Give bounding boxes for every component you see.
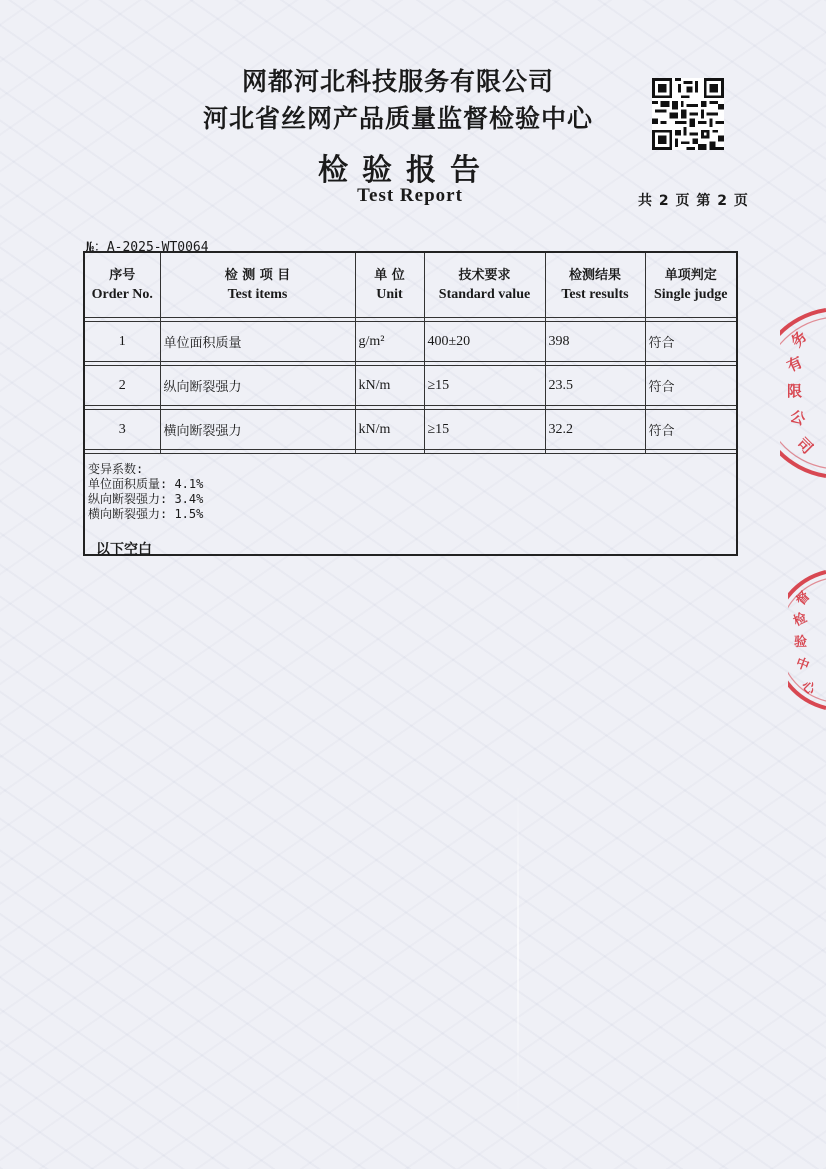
svg-text:司: 司 (793, 434, 817, 458)
column-header-results: 检测结果 Test results (545, 252, 645, 318)
variation-notes (84, 454, 737, 556)
column-header-order: 序号 Order No. (84, 252, 160, 318)
page-counter: 共 2 页 第 2 页 (638, 193, 749, 209)
table-row (84, 410, 737, 450)
table-row (84, 366, 737, 406)
company-seal-stamp (780, 308, 826, 478)
notes-row (84, 454, 737, 556)
inspection-center-name: 河北省丝网产品质量监督检验中心 (202, 104, 593, 133)
table-header-row (84, 252, 737, 318)
blank-below-note: 以下空白 (96, 542, 152, 558)
cell-item: 单位面积质量 (160, 322, 355, 362)
report-title-en: Test Report (357, 185, 463, 206)
company-name: 网都河北科技服务有限公司 (241, 67, 554, 96)
paper-fold (517, 780, 519, 1120)
report-title-cn: 检验报告 (318, 153, 494, 188)
cell-unit: kN/m (355, 366, 424, 406)
notes-line: 单位面积质量: 4.1% (88, 477, 204, 491)
cell-judge: 符合 (645, 322, 737, 362)
center-seal-stamp (788, 570, 826, 710)
notes-line: 纵向断裂强力: 3.4% (88, 492, 204, 506)
svg-text:务: 务 (787, 327, 811, 351)
cell-unit: g/m² (355, 322, 424, 362)
cell-judge: 符合 (645, 410, 737, 450)
svg-text:公: 公 (787, 406, 808, 429)
cell-standard: ≥15 (424, 410, 545, 450)
cell-order: 2 (84, 366, 160, 406)
qr-code-icon (652, 78, 724, 150)
cell-order: 3 (84, 410, 160, 450)
svg-text:中: 中 (793, 655, 811, 675)
svg-text:检: 检 (791, 610, 810, 630)
column-header-items: 检 测 项 目 Test items (160, 252, 355, 318)
results-table (83, 251, 738, 556)
notes-line: 横向断裂强力: 1.5% (88, 507, 204, 521)
cell-result: 32.2 (545, 410, 645, 450)
svg-text:有: 有 (784, 352, 806, 376)
svg-text:心: 心 (798, 678, 818, 699)
svg-text:督: 督 (793, 588, 814, 609)
column-header-standard: 技术要求 Standard value (424, 252, 545, 318)
cell-result: 398 (545, 322, 645, 362)
cell-standard: ≥15 (424, 366, 545, 406)
svg-text:限: 限 (787, 382, 803, 400)
cell-result: 23.5 (545, 366, 645, 406)
cell-item: 纵向断裂强力 (160, 366, 355, 406)
column-header-unit: 单 位 Unit (355, 252, 424, 318)
column-header-judge: 单项判定 Single judge (645, 252, 737, 318)
svg-text:验: 验 (794, 635, 808, 650)
cell-standard: 400±20 (424, 322, 545, 362)
notes-line: 变异系数: (88, 462, 144, 476)
report-number: №：A-2025-WT0064 (86, 240, 209, 255)
cell-judge: 符合 (645, 366, 737, 406)
table-row (84, 322, 737, 362)
cell-order: 1 (84, 322, 160, 362)
cell-item: 横向断裂强力 (160, 410, 355, 450)
cell-unit: kN/m (355, 410, 424, 450)
